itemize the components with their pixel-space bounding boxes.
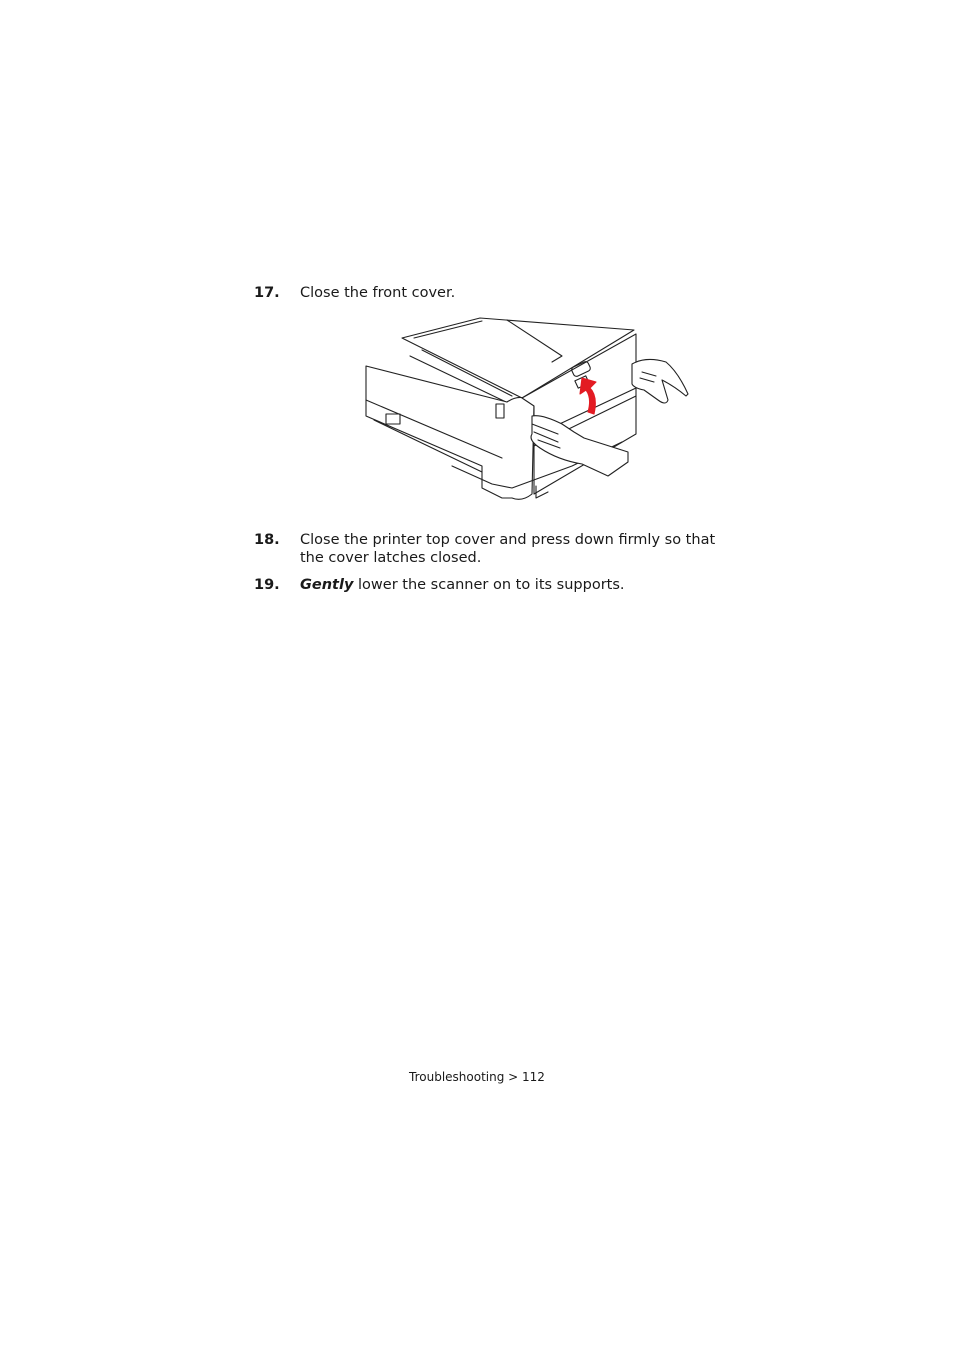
step-text xyxy=(300,576,730,594)
emphasis-text: Gently xyxy=(300,577,354,593)
page-footer: Troubleshooting > 112 xyxy=(409,1070,545,1084)
printer-closing-front-cover-illustration xyxy=(362,316,694,508)
step-text-rest: lower the scanner on to its supports. xyxy=(353,577,625,593)
step-text: Close the front cover. xyxy=(300,285,456,301)
step-text: Close the printer top cover and press down firmly so that the cover latches closed. xyxy=(300,532,716,566)
step-number: 19. xyxy=(254,577,280,593)
step-number: 17. xyxy=(254,285,280,301)
step-number: 18. xyxy=(254,532,280,548)
